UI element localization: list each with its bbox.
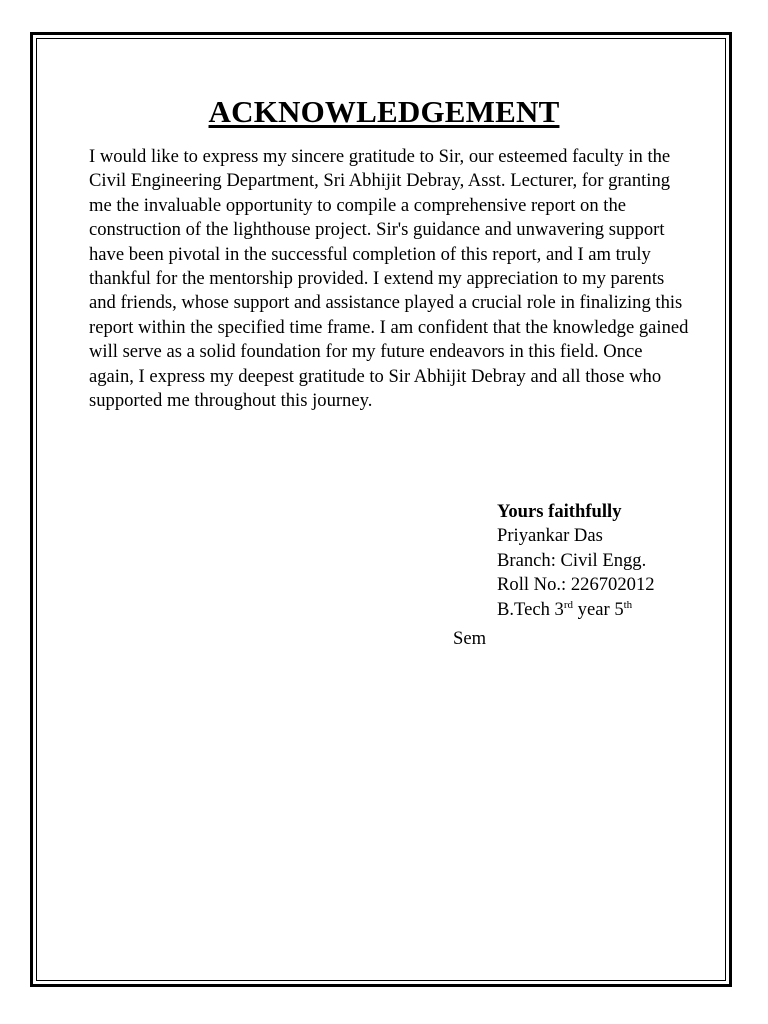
signature-branch: Branch: Civil Engg.	[497, 549, 647, 571]
signature-block	[497, 500, 655, 622]
signature-course	[497, 598, 655, 622]
signature-name: Priyankar Das	[497, 525, 603, 547]
sem-suffix: th	[623, 598, 633, 611]
acknowledgement-body: I would like to express my sincere gratitude to Sir, our esteemed faculty in the Civil Engineering Department, Sri Abhijit Debray, Asst. Lecturer, for granting me the invaluable opportunity to compile a comprehensive report on the construction of the lighthouse project. Sir's guidance and unwavering support have been pivotal in the successful completion of this report, and I am truly thankful for the mentorship provided. I extend my appreciation to my parents and friends, whose support and assistance played a crucial role in finalizing this report within the specified time frame. I am confident that the knowledge gained will serve as a solid foundation for my future endeavors in this field. Once again, I express my deepest gratitude to Sir Abhijit Debray and all those who supported me throughout this journey.	[89, 146, 689, 412]
year-suffix: rd	[563, 598, 574, 611]
signature-roll: Roll No.: 226702012	[497, 574, 655, 596]
page-title: ACKNOWLEDGEMENT	[208, 94, 560, 129]
signature-closing: Yours faithfully	[497, 501, 622, 522]
course-prefix: B.Tech 3	[497, 598, 564, 620]
signature-sem: Sem	[453, 628, 487, 649]
year-text: year 5	[573, 598, 624, 620]
